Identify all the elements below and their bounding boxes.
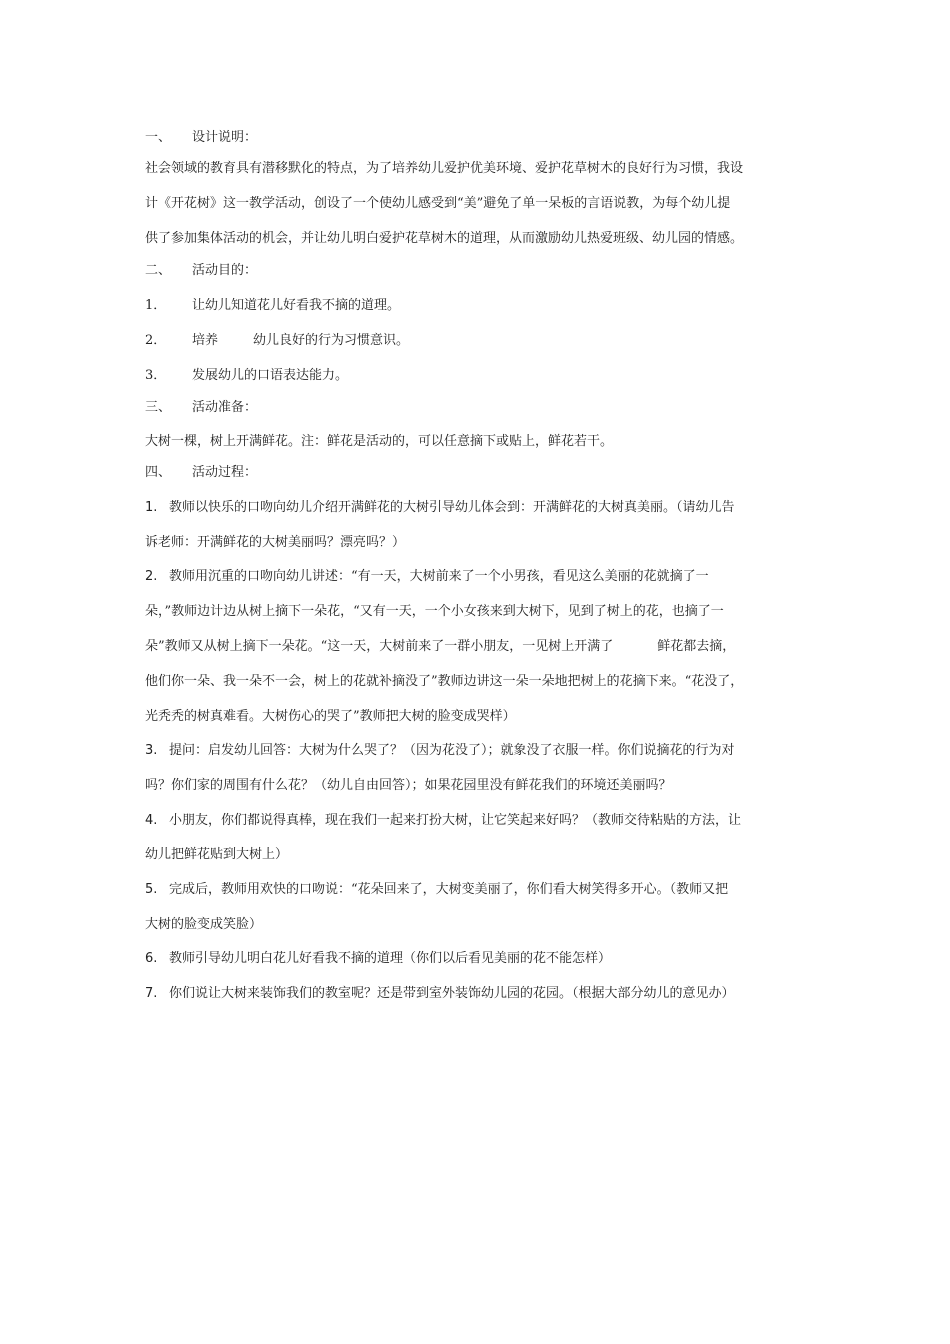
step-text: 小朋友，你们都说得真棒，现在我们一起来打扮大树，让它笑起来好吗？（教师交待粘贴的方法，让	[169, 813, 742, 828]
step-text-part: 鲜花都去摘，	[657, 639, 736, 654]
process-step	[145, 742, 735, 760]
step-text-line: 吗？你们家的周围有什么花？（幼儿自由回答）；如果花园里没有鲜花我们的环境还美丽吗？	[145, 778, 672, 793]
section-heading-design	[145, 129, 257, 147]
step-text-line: 幼儿把鲜花贴到大树上）	[145, 847, 289, 862]
step-text-line: 大树的脸变成笑脸）	[145, 917, 263, 932]
section-title: 设计说明：	[192, 130, 258, 145]
section-marker: 一、	[145, 130, 172, 145]
step-text: 教师用沉重的口吻向幼儿讲述：“有一天，大树前来了一个小男孩，看见这么美丽的花就摘了一	[169, 569, 709, 584]
step-text-line	[145, 638, 735, 656]
step-text: 完成后，教师用欢快的口吻说：“花朵回来了，大树变美丽了，你们看大树笑得多开心。（教师又把	[169, 882, 729, 897]
section-heading-process	[145, 464, 257, 482]
step-number: 4.	[145, 813, 158, 828]
process-step	[145, 950, 611, 968]
section-marker: 二、	[145, 263, 172, 278]
section-heading-goals	[145, 262, 257, 280]
step-text: 你们说让大树来装饰我们的教室呢？还是带到室外装饰幼儿园的花园。（根据大部分幼儿的意见办）	[169, 986, 735, 1001]
section-heading-prep	[145, 399, 257, 417]
process-step	[145, 568, 709, 586]
section-title: 活动准备：	[192, 400, 258, 415]
step-text-line: 朵，”教师边计边从树上摘下一朵花，“又有一天，一个小女孩来到大树下，见到了树上的花，也摘了一	[145, 604, 724, 619]
step-text-line: 光秃秃的树真难看。大树伤心的哭了”教师把大树的脸变成哭样）	[145, 709, 516, 724]
step-number: 7.	[145, 986, 158, 1001]
design-paragraph-line: 社会领域的教育具有潜移默化的特点，为了培养幼儿爱护优美环境、爱护花草树木的良好行为习惯，我设	[145, 161, 744, 176]
goal-text-part: 培养	[192, 333, 219, 348]
goal-text-part: 幼儿良好的行为习惯意识。	[253, 333, 410, 348]
design-paragraph-line: 供了参加集体活动的机会，并让幼儿明白爱护花草树木的道理，从而激励幼儿热爱班级、幼儿园的情感。	[145, 231, 744, 246]
section-title: 活动目的：	[192, 263, 258, 278]
step-text-line: 他们你一朵、我一朵不一会，树上的花就补摘没了”教师边讲这一朵一朵地把树上的花摘下来。“花没了，	[145, 674, 744, 689]
step-text-line: 诉老师：开满鲜花的大树美丽吗？漂亮吗？）	[145, 535, 406, 550]
step-text: 提问：启发幼儿回答：大树为什么哭了？（因为花没了）；就象没了衣服一样。你们说摘花的行为对	[169, 743, 735, 758]
process-step	[145, 881, 728, 899]
goal-number: 1．	[145, 298, 167, 313]
goal-number: 3．	[145, 368, 167, 383]
step-text: 教师引导幼儿明白花儿好看我不摘的道理（你们以后看见美丽的花不能怎样）	[169, 951, 612, 966]
prep-paragraph: 大树一棵，树上开满鲜花。注：鲜花是活动的，可以任意摘下或贴上，鲜花若干。	[145, 434, 614, 449]
step-number: 3.	[145, 743, 158, 758]
goal-text: 让幼儿知道花儿好看我不摘的道理。	[192, 298, 401, 313]
step-number: 6.	[145, 951, 158, 966]
process-step	[145, 812, 741, 830]
step-text: 教师以快乐的口吻向幼儿介绍开满鲜花的大树引导幼儿体会到：开满鲜花的大树真美丽。（请幼儿告	[169, 500, 735, 515]
design-paragraph-line: 计《开花树》这一教学活动，创设了一个使幼儿感受到“美”避免了单一呆板的言语说教，为每个幼儿提	[145, 196, 731, 211]
section-title: 活动过程：	[192, 465, 258, 480]
goal-item	[145, 297, 400, 315]
goal-text: 发展幼儿的口语表达能力。	[192, 368, 349, 383]
step-number: 1.	[145, 500, 158, 515]
step-text-part: 朵”教师又从树上摘下一朵花。“这一天，大树前来了一群小朋友，一见树上开满了	[145, 639, 614, 654]
process-step	[145, 985, 735, 1003]
goal-number: 2．	[145, 333, 167, 348]
goal-item	[145, 367, 348, 385]
step-number: 5.	[145, 882, 158, 897]
section-marker: 三、	[145, 400, 172, 415]
section-marker: 四、	[145, 465, 172, 480]
process-step	[145, 499, 735, 517]
step-number: 2.	[145, 569, 158, 584]
goal-item	[145, 332, 409, 350]
